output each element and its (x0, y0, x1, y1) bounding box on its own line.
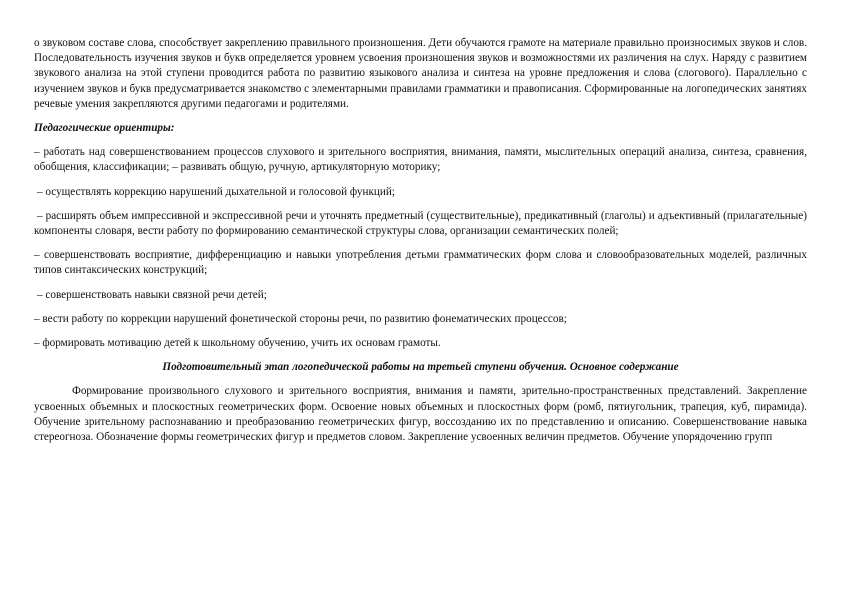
guideline-item-2: – осуществлять коррекцию нарушений дыхательной и голосовой функций; (37, 185, 395, 198)
section-heading: Подготовительный этап логопедической работы на третьей ступени обучения. Основное содержание (162, 361, 679, 374)
document-page (34, 36, 807, 445)
intro-paragraph: о звуковом составе слова, способствует закреплению правильного произношения. Дети обучаются грамоте на материале правильно произносимых звуков и слов. Последовательность изучения звуков и букв определяется уровнем усвоения произношения звуков и возможностями их различения на слух. Наряду с развитием звукового анализа на этой ступени проводится работа по развитию языкового анализа и синтеза на уровне предложения и слова (слогового). Параллельно с изучением звуков и букв предусматривается знакомство с элементарными правилами грамматики и правописания. Сформированные на логопедических занятиях речевые умения закрепляются другими педагогами и родителями. (34, 37, 807, 110)
guideline-item-1: – работать над совершенствованием процессов слухового и зрительного восприятия, внимания, памяти, мыслительных операций анализа, синтеза, сравнения, обобщения, классификации; – развивать общую, ручную, артикуляторную моторику; (34, 146, 807, 174)
guideline-item-7: – формировать мотивацию детей к школьному обучению, учить их основам грамоты. (34, 337, 441, 350)
guideline-item-6: – вести работу по коррекции нарушений фонетической стороны речи, по развитию фонематических процессов; (34, 312, 567, 325)
guideline-item-4: – совершенствовать восприятие, дифференциацию и навыки употребления детьми грамматических форм слова и словообразовательных моделей, различных типов синтаксических конструкций; (34, 249, 807, 277)
section-paragraph: Формирование произвольного слухового и зрительного восприятия, внимания и памяти, зрительно-пространственных представлений. Закрепление усвоенных объемных и плоскостных геометрических форм. Освоение новых объемных и плоскостных форм (ромб, пятиугольник, трапеция, куб, пирамида). Обучение зрительному распознаванию и преобразованию геометрических фигур, воссозданию их по представлению и описанию. Совершенствование навыка стереогноза. Обозначение формы геометрических фигур и предметов словом. Закрепление усвоенных величин предметов. Обучение упорядочению групп (34, 385, 807, 444)
guideline-item-5: – совершенствовать навыки связной речи детей; (37, 288, 267, 301)
guideline-item-3: – расширять объем импрессивной и экспрессивной речи и уточнять предметный (существительные), предикативный (глаголы) и адъективный (прилагательные) компоненты словаря, вести работу по формированию семантической структуры слова, организации семантических полей; (34, 209, 807, 238)
guidelines-heading: Педагогические ориентиры: (34, 122, 175, 135)
